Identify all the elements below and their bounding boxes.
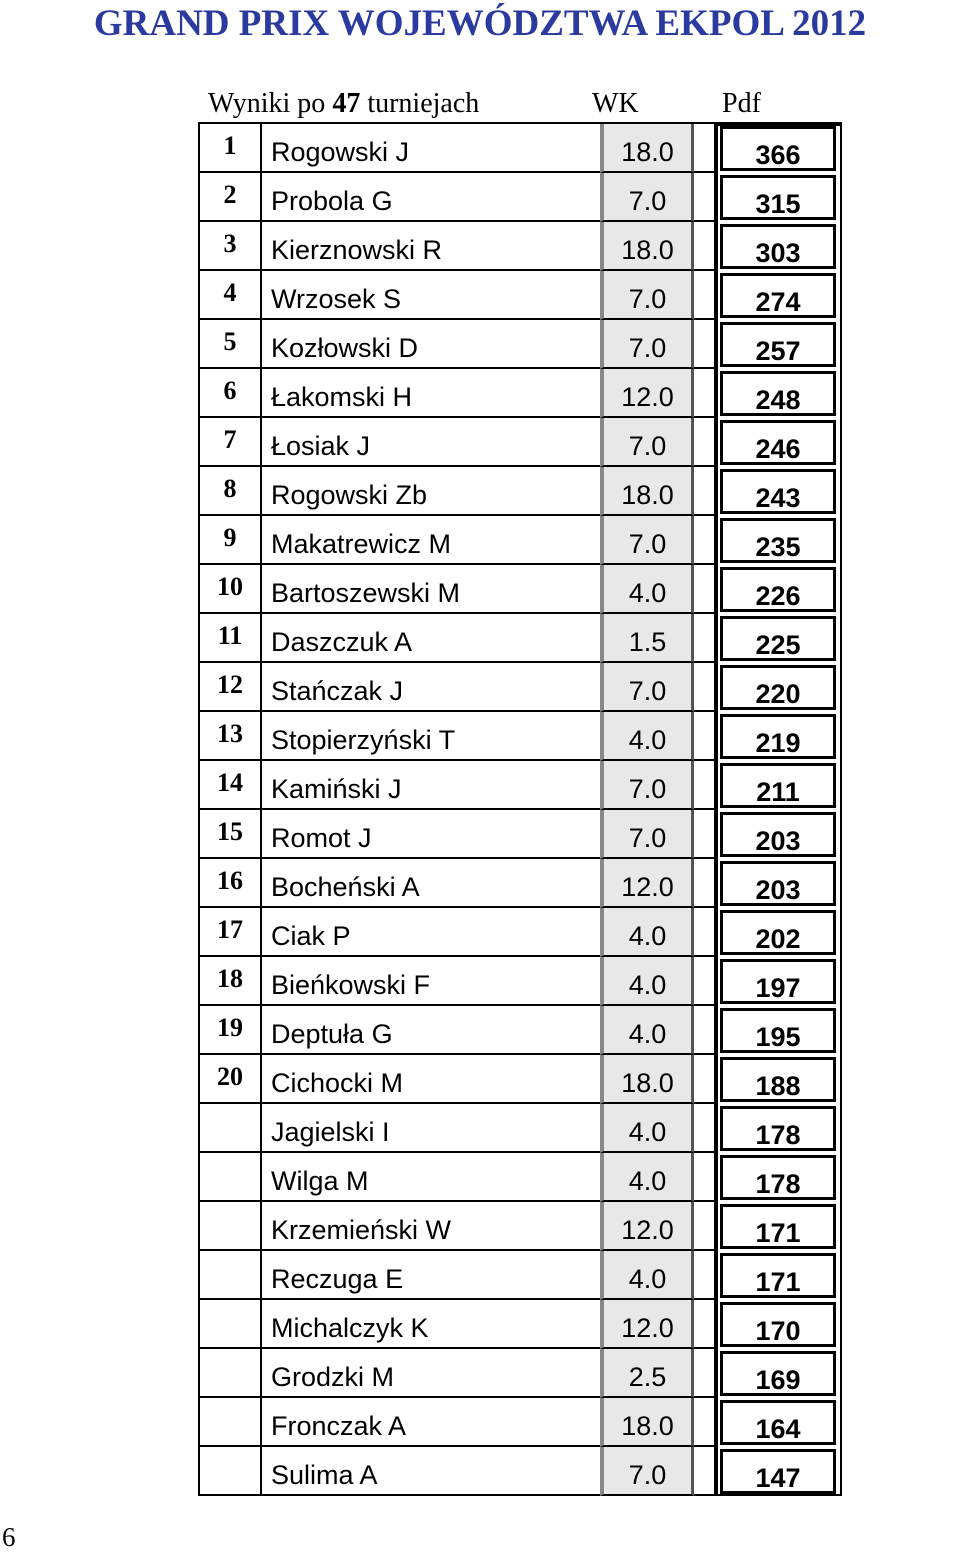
wk-cell: 4.0 (600, 565, 694, 614)
table-row (198, 1055, 842, 1104)
rank-cell (198, 1398, 260, 1447)
column-header-pdf: Pdf (722, 88, 761, 119)
wk-cell: 1.5 (600, 614, 694, 663)
page-title: GRAND PRIX WOJEWÓDZTWA EKPOL 2012 (93, 3, 867, 44)
wk-cell: 4.0 (600, 1104, 694, 1153)
pdf-cell: 211 (720, 763, 836, 808)
table-row (198, 810, 842, 859)
pdf-cell: 248 (720, 371, 836, 416)
results-table (198, 124, 842, 1496)
pdf-cell: 202 (720, 910, 836, 955)
table-row (198, 712, 842, 761)
rank-cell: 15 (198, 810, 260, 859)
name-cell: Rogowski J (260, 124, 600, 173)
name-cell: Probola G (260, 173, 600, 222)
wk-cell: 4.0 (600, 908, 694, 957)
spacer-cell (694, 908, 716, 957)
rank-cell: 1 (198, 124, 260, 173)
rank-cell: 4 (198, 271, 260, 320)
name-cell: Daszczuk A (260, 614, 600, 663)
rank-cell: 18 (198, 957, 260, 1006)
pdf-cell: 257 (720, 322, 836, 367)
name-cell: Łosiak J (260, 418, 600, 467)
pdf-cell: 171 (720, 1253, 836, 1298)
wk-cell: 4.0 (600, 1251, 694, 1300)
rank-cell: 17 (198, 908, 260, 957)
subheader-prefix: Wyniki po (208, 88, 326, 119)
spacer-cell (694, 418, 716, 467)
name-cell: Bocheński A (260, 859, 600, 908)
name-cell: Fronczak A (260, 1398, 600, 1447)
pdf-cell: 171 (720, 1204, 836, 1249)
wk-cell: 4.0 (600, 957, 694, 1006)
rank-cell (198, 1349, 260, 1398)
spacer-cell (694, 271, 716, 320)
tournament-count: 47 (332, 88, 361, 119)
table-row (198, 957, 842, 1006)
wk-cell: 7.0 (600, 663, 694, 712)
spacer-cell (694, 1006, 716, 1055)
spacer-cell (694, 614, 716, 663)
name-cell: Jagielski I (260, 1104, 600, 1153)
name-cell: Makatrewicz M (260, 516, 600, 565)
wk-cell: 18.0 (600, 467, 694, 516)
rank-cell: 5 (198, 320, 260, 369)
name-cell: Bartoszewski M (260, 565, 600, 614)
table-row (198, 369, 842, 418)
wk-cell: 7.0 (600, 271, 694, 320)
spacer-cell (694, 173, 716, 222)
pdf-cell: 235 (720, 518, 836, 563)
pdf-cell: 178 (720, 1155, 836, 1200)
name-cell: Bieńkowski F (260, 957, 600, 1006)
wk-cell: 4.0 (600, 1006, 694, 1055)
name-cell: Ciak P (260, 908, 600, 957)
pdf-cell: 170 (720, 1302, 836, 1347)
spacer-cell (694, 1447, 716, 1496)
column-header-wk: WK (592, 88, 639, 119)
pdf-cell: 303 (720, 224, 836, 269)
name-cell: Cichocki M (260, 1055, 600, 1104)
pdf-cell: 246 (720, 420, 836, 465)
table-row (198, 761, 842, 810)
pdf-cell: 203 (720, 812, 836, 857)
wk-cell: 7.0 (600, 320, 694, 369)
rank-cell (198, 1447, 260, 1496)
spacer-cell (694, 1300, 716, 1349)
name-cell: Michalczyk K (260, 1300, 600, 1349)
table-row (198, 1006, 842, 1055)
name-cell: Wilga M (260, 1153, 600, 1202)
wk-cell: 18.0 (600, 1055, 694, 1104)
wk-cell: 7.0 (600, 418, 694, 467)
spacer-cell (694, 320, 716, 369)
wk-cell: 12.0 (600, 859, 694, 908)
spacer-cell (694, 761, 716, 810)
wk-cell: 4.0 (600, 1153, 694, 1202)
name-cell: Łakomski H (260, 369, 600, 418)
rank-cell: 11 (198, 614, 260, 663)
table-row (198, 467, 842, 516)
wk-cell: 12.0 (600, 1300, 694, 1349)
spacer-cell (694, 1251, 716, 1300)
wk-cell: 18.0 (600, 222, 694, 271)
table-row (198, 859, 842, 908)
spacer-cell (694, 1104, 716, 1153)
pdf-cell: 226 (720, 567, 836, 612)
name-cell: Rogowski Zb (260, 467, 600, 516)
wk-cell: 18.0 (600, 124, 694, 173)
spacer-cell (694, 1202, 716, 1251)
table-row (198, 173, 842, 222)
table-row (198, 271, 842, 320)
name-cell: Deptuła G (260, 1006, 600, 1055)
rank-cell: 7 (198, 418, 260, 467)
rank-cell: 12 (198, 663, 260, 712)
table-row (198, 222, 842, 271)
page-number: 6 (2, 1522, 16, 1552)
table-row (198, 908, 842, 957)
spacer-cell (694, 467, 716, 516)
name-cell: Grodzki M (260, 1349, 600, 1398)
rank-cell (198, 1202, 260, 1251)
wk-cell: 7.0 (600, 516, 694, 565)
table-row (198, 1398, 842, 1447)
name-cell: Reczuga E (260, 1251, 600, 1300)
table-row (198, 516, 842, 565)
spacer-cell (694, 712, 716, 761)
wk-cell: 12.0 (600, 1202, 694, 1251)
table-row (198, 663, 842, 712)
wk-cell: 7.0 (600, 173, 694, 222)
name-cell: Romot J (260, 810, 600, 859)
rank-cell: 16 (198, 859, 260, 908)
wk-cell: 7.0 (600, 810, 694, 859)
subheader-suffix: turniejach (367, 88, 480, 119)
spacer-cell (694, 859, 716, 908)
name-cell: Stańczak J (260, 663, 600, 712)
spacer-cell (694, 565, 716, 614)
rank-cell: 9 (198, 516, 260, 565)
pdf-cell: 195 (720, 1008, 836, 1053)
pdf-cell: 366 (720, 126, 836, 171)
spacer-cell (694, 369, 716, 418)
pdf-cell: 315 (720, 175, 836, 220)
wk-cell: 12.0 (600, 369, 694, 418)
name-cell: Wrzosek S (260, 271, 600, 320)
table-row (198, 1447, 842, 1496)
rank-cell: 10 (198, 565, 260, 614)
wk-cell: 7.0 (600, 761, 694, 810)
rank-cell: 20 (198, 1055, 260, 1104)
pdf-cell: 243 (720, 469, 836, 514)
pdf-cell: 225 (720, 616, 836, 661)
spacer-cell (694, 1398, 716, 1447)
rank-cell: 13 (198, 712, 260, 761)
rank-cell: 3 (198, 222, 260, 271)
name-cell: Kierznowski R (260, 222, 600, 271)
name-cell: Kozłowski D (260, 320, 600, 369)
table-row (198, 320, 842, 369)
rank-cell (198, 1153, 260, 1202)
rank-cell: 8 (198, 467, 260, 516)
pdf-cell: 274 (720, 273, 836, 318)
table-row (198, 1300, 842, 1349)
pdf-cell: 147 (720, 1449, 836, 1494)
spacer-cell (694, 1055, 716, 1104)
spacer-cell (694, 663, 716, 712)
table-row (198, 565, 842, 614)
table-row (198, 614, 842, 663)
spacer-cell (694, 1349, 716, 1398)
wk-cell: 4.0 (600, 712, 694, 761)
table-row (198, 1153, 842, 1202)
rank-cell: 14 (198, 761, 260, 810)
spacer-cell (694, 124, 716, 173)
spacer-cell (694, 810, 716, 859)
rank-cell: 2 (198, 173, 260, 222)
spacer-cell (694, 957, 716, 1006)
table-row (198, 1251, 842, 1300)
table-row (198, 1349, 842, 1398)
name-cell: Stopierzyński T (260, 712, 600, 761)
pdf-cell: 188 (720, 1057, 836, 1102)
rank-cell (198, 1251, 260, 1300)
table-row (198, 1202, 842, 1251)
table-row (198, 124, 842, 173)
rank-cell: 6 (198, 369, 260, 418)
table-row (198, 1104, 842, 1153)
results-subheader (208, 86, 479, 122)
name-cell: Kamiński J (260, 761, 600, 810)
rank-cell (198, 1300, 260, 1349)
pdf-cell: 169 (720, 1351, 836, 1396)
wk-cell: 7.0 (600, 1447, 694, 1496)
rank-cell: 19 (198, 1006, 260, 1055)
wk-cell: 2.5 (600, 1349, 694, 1398)
spacer-cell (694, 222, 716, 271)
pdf-cell: 197 (720, 959, 836, 1004)
wk-cell: 18.0 (600, 1398, 694, 1447)
spacer-cell (694, 516, 716, 565)
spacer-cell (694, 1153, 716, 1202)
name-cell: Krzemieński W (260, 1202, 600, 1251)
rank-cell (198, 1104, 260, 1153)
pdf-cell: 203 (720, 861, 836, 906)
pdf-cell: 219 (720, 714, 836, 759)
pdf-cell: 220 (720, 665, 836, 710)
pdf-cell: 178 (720, 1106, 836, 1151)
name-cell: Sulima A (260, 1447, 600, 1496)
table-row (198, 418, 842, 467)
pdf-cell: 164 (720, 1400, 836, 1445)
